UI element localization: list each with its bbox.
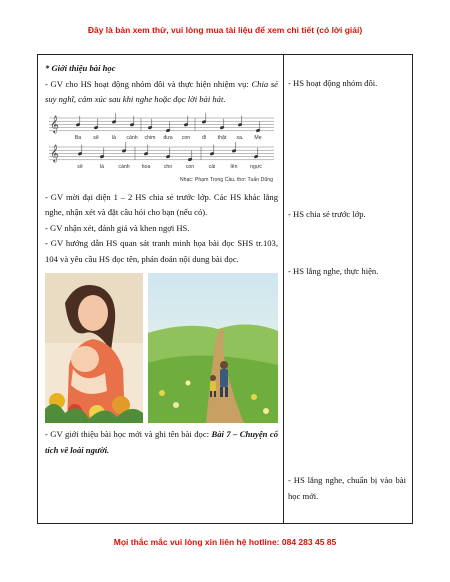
music-score-image [45,112,278,184]
score-credit: Nhạc: Phạm Trọng Cầu, thơ: Tuấn Dũng [179,176,273,183]
hotline-notice-banner: Mọi thắc mắc vui lòng xin liên hệ hotline: 084 283 45 85 [113,537,337,547]
feedback-paragraph: - GV nhận xét, đánh giá và khen ngợi HS. [45,222,190,233]
staff1-lyric: cánh [126,134,138,141]
student-activity-2: - HS chia sẻ trước lớp. [288,209,366,219]
intro-paragraph [45,427,278,458]
staff2-lyric: lên [230,163,238,170]
staff2-lyric: cánh [118,163,130,170]
staff2-lyric: cài [208,163,216,170]
share-paragraph: - GV mời đại diện 1 – 2 HS chia sẻ trước lớp. Các HS khác lắng nghe, nhận xét và đặt câu hỏi cho bạn (nếu có). [45,191,278,217]
lesson-title: Bài 7 – Chuyện cổ tích về loài người. [45,429,278,455]
staff2-lyric: sẽ [77,163,83,170]
illustrations [45,273,278,423]
student-activity-4: - HS lắng nghe, chuẩn bị vào bài học mới. [288,475,406,501]
staff1-lyric: Mẹ [254,134,262,141]
staff1-lyric: Ba [74,134,82,141]
staff1-lyric: con [181,134,191,141]
task-paragraph [45,77,278,108]
column-divider [283,55,284,523]
guide-paragraph: - GV hướng dẫn HS quan sát tranh minh họa bài đọc SHS tr.103, 104 và yêu cầu HS đọc tên, phán đoán nội dung bài đọc. [45,238,278,264]
task-quote: Chia sẻ suy nghĩ, cảm xúc sau khi nghe hoặc đọc lời bài hát. [45,78,278,104]
task-instruction: - GV cho HS hoạt động nhóm đôi và thực hiện nhiệm vụ: [45,78,252,89]
father-and-child-road-illustration [148,273,278,423]
lesson-table [37,54,413,524]
preview-notice-banner: Đây là bản xem thử, vui lòng mua tài liệu để xem chi tiết (có lời giải) [87,25,363,35]
staff2-lyric: con [185,163,195,170]
mother-and-child-illustration [45,273,143,423]
staff2-lyric: ngực [250,163,262,170]
section-title: * Giới thiệu bài học [45,63,116,73]
teacher-activities-column [45,61,278,458]
treble-clef-icon: 𝄞 [50,143,59,162]
staff1-lyric: là [111,134,117,141]
staff1-lyric: thật [217,134,227,141]
staff1-lyric: chim [144,134,156,141]
staff1-lyric: đi [201,134,207,141]
staff1-lyric: sẽ [93,134,99,141]
treble-clef-icon: 𝄞 [50,114,59,133]
staff1-lyric: xa. [236,134,244,141]
intro-instruction: - GV giới thiệu bài học mới và ghi tên bài đọc: [45,429,212,439]
staff1-lyric: đưa [163,134,173,141]
staff2-lyric: hoa [141,163,151,170]
staff2-lyric: là [99,163,105,170]
staff2-lyric: cho [163,163,173,170]
student-activity-3: - HS lắng nghe, thực hiện. [288,266,379,276]
student-activity-1: - HS hoạt động nhóm đôi. [288,78,378,88]
